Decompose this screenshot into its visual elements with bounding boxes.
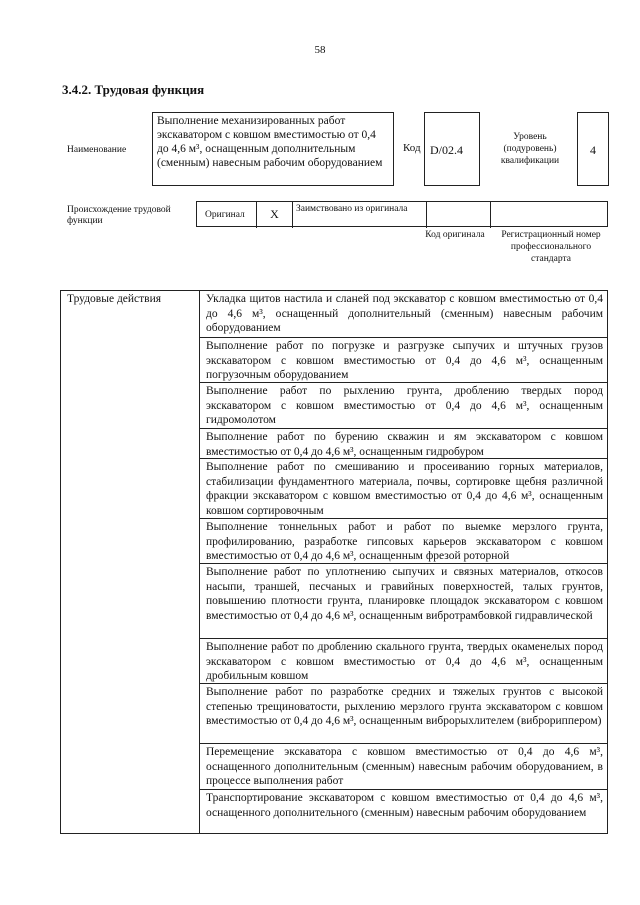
table-row: Транспортирование экскаватором с ковшом вместимостью от 0,4 до 4,6 м³, оснащенного дополнительного (сменным) навесным рабочим оборудованием <box>206 792 603 819</box>
table-row: Перемещение экскаватора с ковшом вместимостью от 0,4 до 4,6 м³, оснащенного дополнительным (сменным) навесным рабочим оборудованием, в процессе выполнения работ <box>200 744 607 790</box>
origin-label: Происхождение трудовой функции <box>67 205 171 226</box>
original-code-cell <box>427 202 491 228</box>
original-cell <box>197 202 257 228</box>
borrowed-label: Заимствовано из оригинала <box>296 204 408 214</box>
table-row: Выполнение работ по рыхлению грунта, дроблению твердых пород экскаватором с ковшом вместимостью от 0,4 до 4,6 м³, оснащенным гидромолотом <box>200 383 607 429</box>
level-label: Уровень (подуровень) квалификации <box>500 132 560 166</box>
table-row: Выполнение работ по смешиванию и просеиванию горных материалов, стабилизации фундаментного материала, почвы, сортировке щебня различной фракции экскаватором с ковшом вместимостью от 0,4 до 4,6 м³, оснащенным ковшом сортировочным <box>200 459 607 519</box>
table-row: Выполнение работ по разработке средних и тяжелых грунтов с высокой степенью трещиноватости, рыхлению мерзлого грунта экскаватором с ковшом вместимостью от 0,4 до 4,6 м³, оснащенным виброрыхлителем (виброриппером) <box>200 684 607 744</box>
level-box <box>577 112 609 186</box>
table-row: Выполнение работ по уплотнению сыпучих и связных материалов, откосов насыпи, траншей, песчаных и гравийных поверхностей, талых грунтов, повышению плотности грунта, планировке площадок экскаватором с ковшом вместимостью от 0,4 до 4,6 м³, оснащенным вибротрамбовкой гидравлической <box>200 564 607 639</box>
page-number: 58 <box>314 44 326 56</box>
original-label: Оригинал <box>205 210 245 220</box>
registration-number-caption: Регистрационный номер профессионального стандарта <box>501 230 601 264</box>
code-value: D/02.4 <box>430 143 463 157</box>
registration-number-cell <box>491 202 607 228</box>
function-name-box <box>152 112 394 186</box>
labor-actions-table <box>60 290 608 834</box>
original-mark: X <box>270 207 279 221</box>
section-title: 3.4.2. Трудовая функция <box>62 82 205 97</box>
table-row: Выполнение работ по бурению скважин и ям экскаватором с ковшом вместимостью от 0,4 до 4,6 м³, оснащенным гидробуром <box>200 429 607 459</box>
table-row: Укладка щитов настила и сланей под экскаватор с ковшом вместимостью от 0,4 до 4,6 м³, оснащенный дополнительный (сменным) навесным рабочим оборудованием <box>200 291 607 338</box>
table-row: Выполнение тоннельных работ и работ по выемке мерзлого грунта, профилированию, разработке гипсовых карьеров экскаватором с ковшом вместимостью от 0,4 до 4,6 м³, оснащенным фрезой роторной <box>200 519 607 564</box>
function-name-text: Выполнение механизированных работ экскаватором с ковшом вместимостью от 0,4 до 4,6 м³, оснащенным дополнительным (сменным) навесным рабочим оборудованием <box>157 115 383 169</box>
table-row: Выполнение работ по погрузке и разгрузке сыпучих и штучных грузов экскаватором с ковшом вместимостью от 0,4 до 4,6 м³, оснащенным погрузочным оборудованием <box>200 338 607 383</box>
code-box <box>424 112 480 186</box>
origin-table <box>196 201 608 227</box>
level-value: 4 <box>590 143 596 157</box>
original-code-caption: Код оригинала <box>425 230 485 240</box>
original-mark-cell <box>257 202 293 228</box>
labor-actions-header: Трудовые действия <box>67 293 162 305</box>
code-label: Код <box>403 142 421 154</box>
name-label: Наименование <box>67 145 127 155</box>
table-row: Выполнение работ по дроблению скального грунта, твердых окаменелых пород экскаватором с ковшом вместимостью от 0,4 до 4,6 м³, оснащенным дробильным ковшом <box>200 639 607 684</box>
borrowed-cell <box>293 202 427 228</box>
